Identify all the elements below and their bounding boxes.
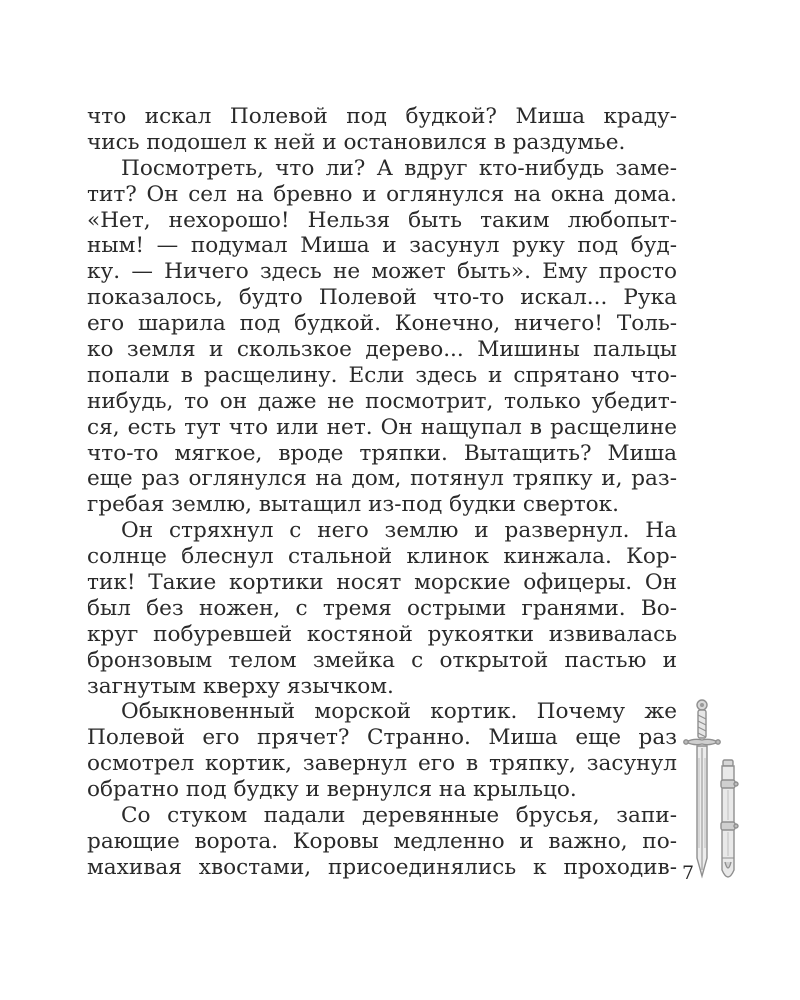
text-line: что-то мягкое, вроде тряпки. Вытащить? Миша [87, 440, 677, 466]
text-line: ку. — Ничего здесь не может быть». Ему просто [87, 259, 677, 285]
text-line: Со стуком падали деревянные брусья, запи- [121, 803, 677, 829]
text-line: что искал Полевой под будкой? Миша краду- [87, 104, 677, 129]
text-line: загнутым кверху язычком. [87, 673, 394, 699]
text-line: еще раз оглянулся на дом, потянул тряпку и, раз- [87, 466, 677, 492]
text-line: нибудь, то он даже не посмотрит, только убедит- [87, 388, 677, 414]
text-line: ся, есть тут что или нет. Он нащупал в расщелине [87, 414, 677, 440]
text-line: Посмотреть, что ли? А вдруг кто-нибудь заме- [121, 155, 677, 181]
text-line: гребая землю, вытащил из-под будки сверток. [87, 492, 620, 518]
text-line: ко земля и скользкое дерево... Мишины пальцы [87, 337, 677, 363]
dagger-and-scabbard-icon [682, 698, 744, 888]
text-line: был без ножен, с тремя острыми гранями. Во- [87, 595, 677, 621]
text-line: тит? Он сел на бревно и оглянулся на окна дома. [87, 181, 677, 207]
page-number: 7 [682, 862, 695, 884]
text-line: Обыкновенный морской кортик. Почему же [121, 699, 677, 725]
text-line: круг побуревшей костяной рукоятки извивалась [87, 621, 677, 647]
text-line: осмотрел кортик, завернул его в тряпку, засунул [87, 751, 677, 777]
text-line: солнце блеснул стальной клинок кинжала. Кор- [87, 544, 677, 570]
text-line: Он стряхнул с него землю и развернул. На [121, 518, 677, 544]
text-line: бронзовым телом змейка с открытой пастью и [87, 647, 677, 673]
text-line: показалось, будто Полевой что-то искал... Рука [87, 285, 677, 311]
text-line: Полевой его прячет? Странно. Миша еще раз [87, 725, 677, 751]
text-line: его шарила под будкой. Конечно, ничего! Толь- [87, 311, 677, 337]
text-line: обратно под будку и вернулся на крыльцо. [87, 777, 577, 803]
text-line: «Нет, нехорошо! Нельзя быть таким любопыт- [87, 207, 677, 233]
text-line: чись подошел к ней и остановился в раздумье. [87, 129, 626, 155]
body-text [87, 104, 677, 881]
text-line: тик! Такие кортики носят морские офицеры. Он [87, 570, 677, 596]
text-line: ным! — подумал Миша и засунул руку под буд- [87, 233, 677, 259]
text-line: махивая хвостами, присоединялись к проходив- [87, 854, 677, 880]
text-line: попали в расщелину. Если здесь и спрятано что- [87, 362, 677, 388]
text-line: рающие ворота. Коровы медленно и важно, по- [87, 828, 677, 854]
